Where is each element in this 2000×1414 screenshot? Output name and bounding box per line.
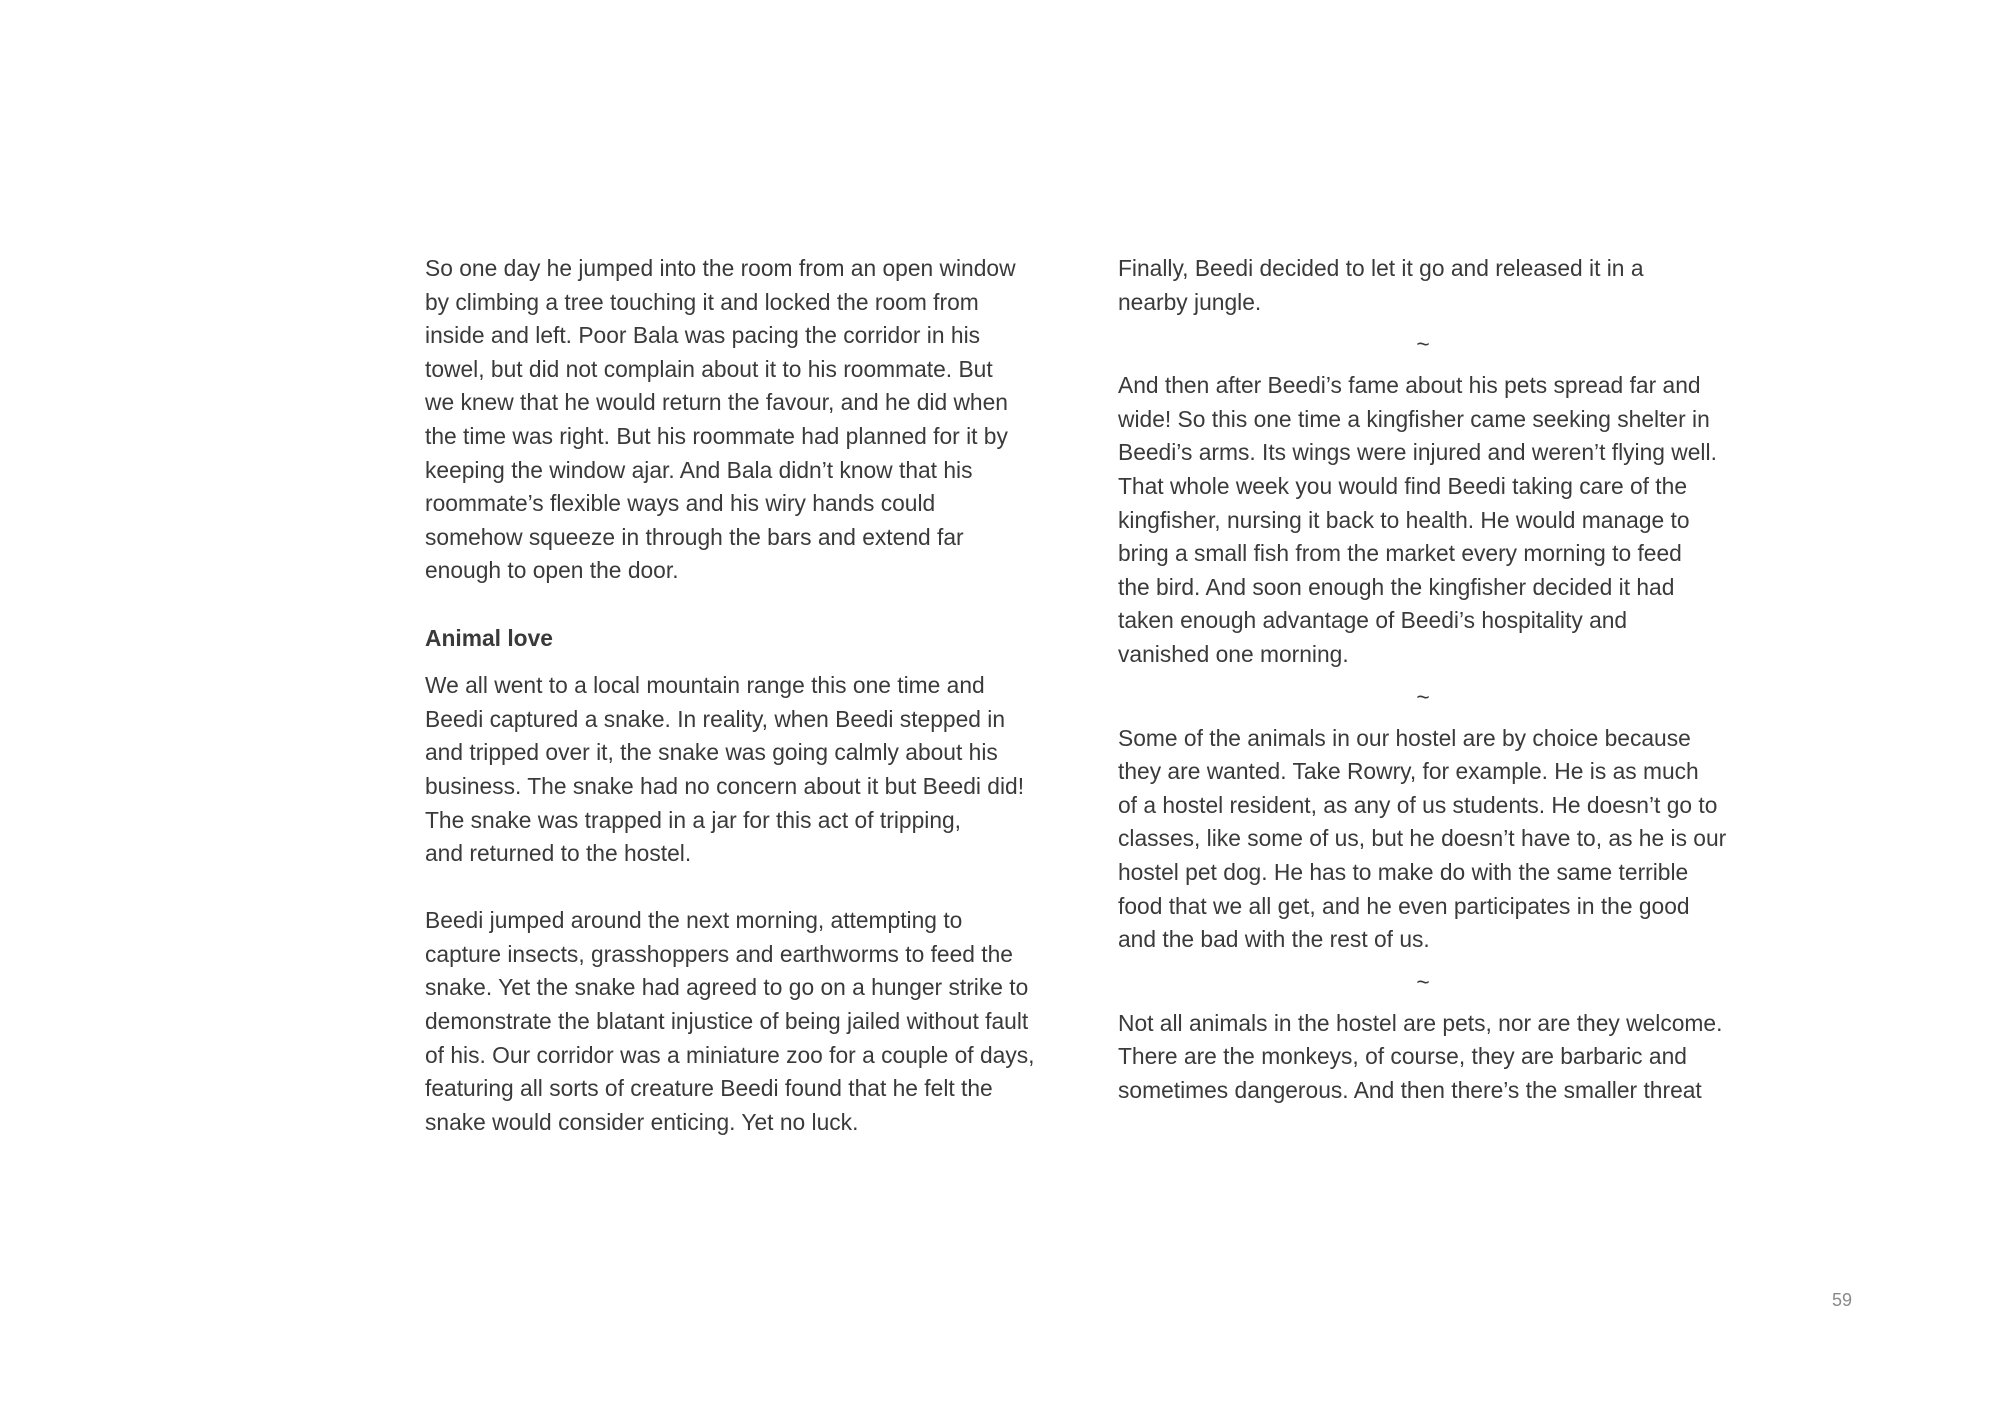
text-line: We all went to a local mountain range this one time and [425, 672, 985, 699]
text-line: the bird. And soon enough the kingfisher decided it had [1118, 573, 1675, 600]
text-line: we knew that he would return the favour, and he did when [425, 389, 1008, 416]
text-line: Not all animals in the hostel are pets, nor are they welcome. [1118, 1009, 1723, 1036]
text-line: towel, but did not complain about it to his roommate. But [425, 355, 993, 382]
section-heading: Animal love [425, 624, 553, 651]
paragraph [1118, 369, 1758, 671]
text-line: Beedi jumped around the next morning, attempting to [425, 907, 963, 934]
paragraph [1118, 1007, 1758, 1108]
text-line: bring a small fish from the market every morning to feed [1118, 540, 1682, 567]
right-column [1118, 252, 1758, 1107]
text-line: of his. Our corridor was a miniature zoo for a couple of days, [425, 1041, 1035, 1068]
text-line: inside and left. Poor Bala was pacing the corridor in his [425, 322, 981, 349]
text-line: by climbing a tree touching it and locked the room from [425, 288, 979, 315]
section-separator: ~ [1416, 968, 1430, 995]
text-line: food that we all get, and he even participates in the good [1118, 892, 1690, 919]
text-line: business. The snake had no concern about it but Beedi did! [425, 772, 1025, 799]
text-line: hostel pet dog. He has to make do with the same terrible [1118, 858, 1689, 885]
text-line: featuring all sorts of creature Beedi found that he felt the [425, 1075, 993, 1102]
text-line: wide! So this one time a kingfisher came seeking shelter in [1118, 405, 1710, 432]
text-line: taken enough advantage of Beedi’s hospitality and [1118, 607, 1628, 634]
text-line: and tripped over it, the snake was going calmly about his [425, 739, 998, 766]
section-separator: ~ [1416, 331, 1430, 358]
text-line: Beedi’s arms. Its wings were injured and weren’t flying well. [1118, 439, 1717, 466]
text-line: of a hostel resident, as any of us students. He doesn’t go to [1118, 791, 1718, 818]
section-separator: ~ [1416, 683, 1430, 710]
text-line: And then after Beedi’s fame about his pets spread far and [1118, 372, 1701, 399]
paragraph [425, 252, 1065, 588]
text-line: The snake was trapped in a jar for this act of tripping, [425, 806, 962, 833]
text-line: Beedi captured a snake. In reality, when Beedi stepped in [425, 705, 1006, 732]
text-line: nearby jungle. [1118, 288, 1262, 315]
text-line: demonstrate the blatant injustice of being jailed without fault [425, 1008, 1029, 1035]
text-line: There are the monkeys, of course, they are barbaric and [1118, 1043, 1687, 1070]
text-line: sometimes dangerous. And then there’s the smaller threat [1118, 1076, 1702, 1103]
page-number: 59 [1832, 1290, 1853, 1310]
text-line: and the bad with the rest of us. [1118, 926, 1430, 953]
left-column [425, 252, 1065, 1139]
paragraph [1118, 252, 1758, 319]
text-line: vanished one morning. [1118, 640, 1349, 667]
paragraph [425, 669, 1065, 871]
text-line: That whole week you would find Beedi taking care of the [1118, 472, 1687, 499]
text-line: somehow squeeze in through the bars and extend far [425, 523, 964, 550]
text-line: Some of the animals in our hostel are by choice because [1118, 724, 1691, 751]
text-line: Finally, Beedi decided to let it go and released it in a [1118, 255, 1644, 281]
text-line: capture insects, grasshoppers and earthworms to feed the [425, 940, 1013, 967]
paragraph-spacer [425, 871, 1065, 905]
paragraph [425, 904, 1065, 1139]
paragraph [1118, 722, 1758, 957]
text-line: kingfisher, nursing it back to health. He would manage to [1118, 506, 1690, 533]
text-line: snake would consider enticing. Yet no luck. [425, 1108, 859, 1135]
text-line: keeping the window ajar. And Bala didn’t know that his [425, 456, 973, 483]
text-line: classes, like some of us, but he doesn’t have to, as he is our [1118, 825, 1727, 852]
text-line: they are wanted. Take Rowry, for example. He is as much [1118, 758, 1699, 785]
text-line: enough to open the door. [425, 557, 679, 584]
text-line: the time was right. But his roommate had planned for it by [425, 422, 1008, 449]
text-line: and returned to the hostel. [425, 840, 692, 867]
text-line: So one day he jumped into the room from an open window [425, 255, 1016, 281]
text-line: roommate’s flexible ways and his wiry hands could [425, 490, 936, 517]
text-line: snake. Yet the snake had agreed to go on a hunger strike to [425, 974, 1029, 1001]
